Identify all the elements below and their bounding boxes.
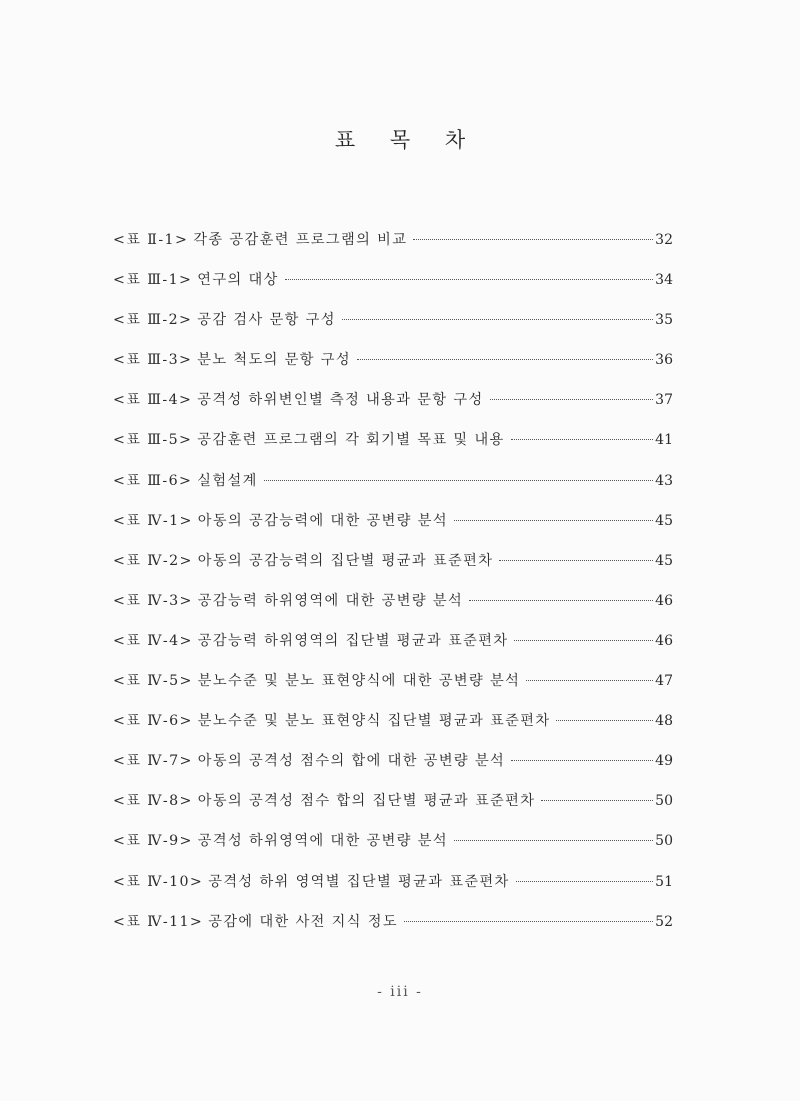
toc-entry[interactable]: [113, 871, 673, 911]
dot-leader: [357, 359, 653, 360]
dot-leader: [511, 760, 653, 761]
toc-entry[interactable]: [113, 269, 673, 309]
toc-entry-page: 46: [655, 632, 673, 649]
dot-leader: [511, 439, 654, 440]
toc-entry-title: 공감능력 하위영역에 대한 공변량 분석: [197, 592, 464, 609]
dot-leader: [454, 840, 653, 841]
dot-leader: [404, 921, 653, 922]
toc-entry-title: 실험설계: [197, 472, 258, 489]
toc-entry-page: 49: [655, 753, 673, 770]
toc-entry-title: 공감훈련 프로그램의 각 회기별 목표 및 내용: [197, 432, 505, 449]
toc-entry-title: 아동의 공격성 점수 합의 집단별 평균과 표준편차: [197, 793, 536, 810]
toc-entry[interactable]: [113, 429, 673, 469]
toc-entry[interactable]: [113, 790, 673, 830]
dot-leader: [342, 319, 653, 320]
dot-leader: [499, 560, 653, 561]
toc-entry-number: <표 Ⅱ-1>: [113, 232, 189, 248]
toc-entry-page: 43: [655, 472, 673, 489]
page-number-footer: - iii -: [377, 984, 423, 1000]
toc-entry-title: 아동의 공감능력에 대한 공변량 분석: [197, 512, 449, 529]
toc-entry-page: 32: [655, 232, 673, 248]
toc-entry-title: 각종 공감훈련 프로그램의 비교: [193, 232, 408, 248]
toc-entry-page: 50: [655, 793, 673, 810]
toc-entry-number: <표 Ⅲ-2>: [113, 312, 193, 329]
toc-entry-title: 아동의 공감능력의 집단별 평균과 표준편차: [197, 552, 494, 569]
toc-entry[interactable]: [113, 590, 673, 630]
toc-entry[interactable]: [113, 750, 673, 790]
toc-entry-number: <표 Ⅲ-1>: [113, 272, 193, 289]
dot-leader: [285, 279, 653, 280]
toc-entry-page: 45: [655, 552, 673, 569]
toc-entry-page: 48: [655, 713, 673, 730]
toc-entry-title: 공감능력 하위영역의 집단별 평균과 표준편차: [197, 632, 509, 649]
toc-entry-title: 공감에 대한 사전 지식 정도: [208, 913, 399, 930]
toc-entry[interactable]: [113, 670, 673, 710]
toc-entry[interactable]: [113, 911, 673, 951]
toc-entry-title: 아동의 공격성 점수의 합에 대한 공변량 분석: [197, 753, 506, 770]
dot-leader: [413, 239, 653, 240]
toc-entry-number: <표 Ⅳ-11>: [113, 913, 204, 930]
dot-leader: [541, 800, 653, 801]
toc-entry[interactable]: [113, 630, 673, 670]
toc-entry-page: 45: [655, 512, 673, 529]
toc-entry-page: 47: [655, 673, 673, 690]
table-of-contents-list: [113, 229, 673, 951]
toc-entry-page: 50: [655, 833, 673, 850]
toc-entry[interactable]: [113, 550, 673, 590]
dot-leader: [454, 520, 653, 521]
toc-entry[interactable]: [113, 710, 673, 750]
toc-entry-number: <표 Ⅳ-10>: [113, 873, 204, 890]
toc-entry[interactable]: [113, 470, 673, 510]
toc-entry-number: <표 Ⅳ-6>: [113, 713, 193, 730]
toc-entry-title: 공격성 하위변인별 측정 내용과 문항 구성: [197, 392, 484, 409]
toc-entry-title: 분노 척도의 문항 구성: [197, 352, 351, 369]
toc-entry-title: 연구의 대상: [197, 272, 279, 289]
toc-entry-page: 37: [655, 392, 673, 409]
toc-entry[interactable]: [113, 349, 673, 389]
toc-entry-number: <표 Ⅲ-4>: [113, 392, 193, 409]
toc-entry-page: 51: [655, 873, 673, 890]
toc-entry-number: <표 Ⅳ-1>: [113, 512, 193, 529]
page-title: 표 목 차: [334, 128, 480, 152]
toc-entry-title: 분노수준 및 분노 표현양식 집단별 평균과 표준편차: [197, 713, 551, 730]
toc-entry-title: 공격성 하위영역에 대한 공변량 분석: [197, 833, 449, 850]
toc-entry-number: <표 Ⅳ-3>: [113, 592, 193, 609]
toc-entry-number: <표 Ⅳ-7>: [113, 753, 193, 770]
toc-entry-number: <표 Ⅳ-2>: [113, 552, 193, 569]
dot-leader: [526, 680, 653, 681]
toc-entry-title: 공격성 하위 영역별 집단별 평균과 표준편차: [208, 873, 510, 890]
toc-entry[interactable]: [113, 830, 673, 870]
dot-leader: [516, 881, 654, 882]
dot-leader: [556, 720, 653, 721]
toc-entry[interactable]: [113, 389, 673, 429]
dot-leader: [490, 399, 654, 400]
toc-entry-page: 41: [655, 432, 673, 449]
toc-entry[interactable]: [113, 510, 673, 550]
toc-entry-number: <표 Ⅲ-3>: [113, 352, 193, 369]
toc-entry-page: 34: [655, 272, 673, 289]
dot-leader: [469, 600, 653, 601]
toc-entry-page: 52: [655, 913, 673, 930]
toc-entry[interactable]: [113, 229, 673, 269]
toc-entry-title: 분노수준 및 분노 표현양식에 대한 공변량 분석: [197, 673, 521, 690]
toc-entry-number: <표 Ⅲ-5>: [113, 432, 193, 449]
toc-entry-title: 공감 검사 문항 구성: [197, 312, 336, 329]
toc-entry-page: 36: [655, 352, 673, 369]
toc-entry[interactable]: [113, 309, 673, 349]
dot-leader: [514, 640, 653, 641]
toc-entry-page: 46: [655, 592, 673, 609]
toc-entry-number: <표 Ⅳ-8>: [113, 793, 193, 810]
toc-entry-number: <표 Ⅳ-9>: [113, 833, 193, 850]
toc-entry-number: <표 Ⅲ-6>: [113, 472, 193, 489]
toc-entry-number: <표 Ⅳ-5>: [113, 673, 193, 690]
dot-leader: [264, 480, 653, 481]
toc-entry-page: 35: [655, 312, 673, 329]
toc-entry-number: <표 Ⅳ-4>: [113, 632, 193, 649]
